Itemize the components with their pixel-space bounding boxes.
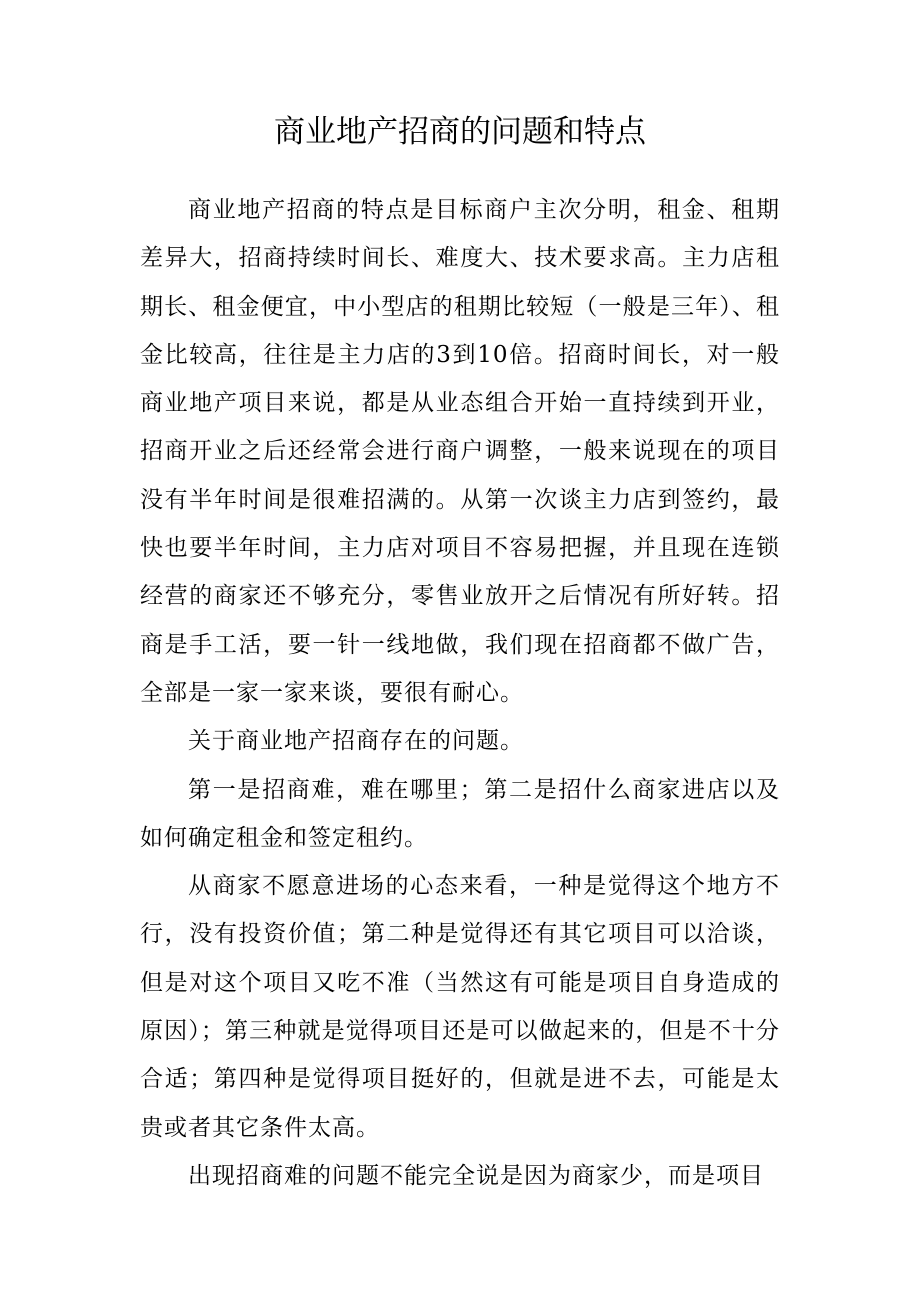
paragraph: 关于商业地产招商存在的问题。 [188, 728, 524, 755]
paragraph: 从商家不愿意进场的心态来看，一种是觉得这个地方不行，没有投资价值；第二种是觉得还有其它项目可以洽谈，但是对这个项目又吃不准（当然这有可能是项目自身造成的原因）；第三种就是觉得项目还是可以做起来的，但是不十分合适；第四种是觉得项目挺好的，但就是进不去，可能是太贵或者其它条件太高。 [140, 873, 780, 1141]
document-title: 商业地产招商的问题和特点 [274, 114, 646, 150]
paragraph: 商业地产招商的特点是目标商户主次分明，租金、租期差异大，招商持续时间长、难度大、技术要求高。主力店租期长、租金便宜，中小型店的租期比较短（一般是三年）、租金比较高，往往是主力店的3到10倍。招商时间长，对一般商业地产项目来说，都是从业态组合开始一直持续到开业，招商开业之后还经常会进行商户调整，一般来说现在的项目没有半年时间是很难招满的。从第一次谈主力店到签约，最快也要半年时间，主力店对项目不容易把握，并且现在连锁经营的商家还不够充分，零售业放开之后情况有所好转。招商是手工活，要一针一线地做，我们现在招商都不做广告，全部是一家一家来谈，要很有耐心。 [140, 197, 780, 706]
document-body [140, 186, 780, 1200]
paragraph: 出现招商难的问题不能完全说是因为商家少，而是项目 [188, 1162, 764, 1189]
paragraph: 第一是招商难，难在哪里；第二是招什么商家进店以及如何确定租金和签定租约。 [140, 776, 780, 851]
